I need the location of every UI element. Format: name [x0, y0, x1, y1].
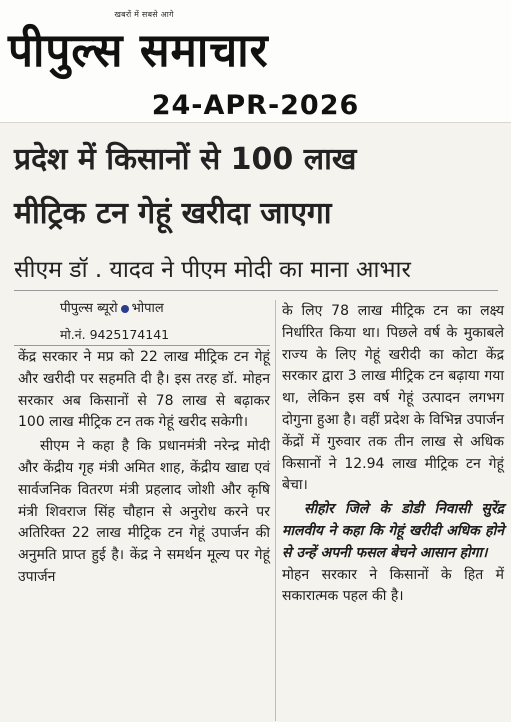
paragraph: मोहन सरकार ने किसानों के हित में सकारात्मक पहल की है। [282, 566, 504, 605]
paragraph: के लिए 78 लाख मीट्रिक टन का लक्ष्य निर्धारित किया था। पिछले वर्ष के मुकाबले राज्य के लिए गेहूं खरीदी का कोटा केंद्र सरकार द्वारा 3 लाख मीट्रिक टन बढ़ाया गया था, लेकिन इस वर्ष गेहूं उत्पादन लगभग दोगुना हुआ है। वहीं प्रदेश के विभिन्न उपार्जन केंद्रों में गुरुवार तक तीन लाख से अधिक किसानों ने 12.94 लाख मीट्रिक टन गेहूं बेचा। [282, 303, 504, 494]
clipping-date: 24-APR-2026 [151, 90, 360, 121]
byline-place: भोपाल [131, 301, 164, 316]
column-divider [275, 300, 276, 721]
article-column-2 [282, 301, 504, 608]
subheadline: सीएम डॉ . यादव ने पीएम मोदी का माना आभार [14, 257, 411, 283]
masthead [0, 14, 511, 84]
mobile-number: मो.नं. 9425174141 [60, 327, 170, 342]
masthead-tagline: खबरों में सबसे आगे [114, 10, 174, 19]
byline [60, 298, 260, 316]
newspaper-title: पीपुल्स समाचार [8, 23, 269, 78]
headline-line-1: प्रदेश में किसानों से 100 लाख [14, 142, 357, 177]
byline-source: पीपुल्स ब्यूरो [60, 301, 118, 316]
divider [14, 290, 498, 291]
divider [14, 345, 270, 346]
paragraph: सीएम ने कहा है कि प्रधानमंत्री नरेन्द्र मोदी और केंद्रीय गृह मंत्री अमित शाह, केंद्रीय खाद्य एवं सार्वजनिक वितरण मंत्री प्रहलाद जोशी और कृषि मंत्री शिवराज सिंह चौहान से अनुरोध करने पर अतिरिक्त 22 लाख मीट्रिक टन गेहूं उपार्जन की अनुमति प्राप्त हुई है। केंद्र ने समर्थन मूल्य पर गेहूं उपार्जन [18, 438, 270, 585]
bullet-dot-icon [121, 305, 129, 313]
paragraph: केंद्र सरकार ने मप्र को 22 लाख मीट्रिक टन गेहूं और खरीदी पर सहमति दी है। इस तरह डॉ. मोहन सरकार अब किसानों से 78 लाख से बढ़ाकर 100 लाख मीट्रिक टन तक गेहूं खरीद सकेगी। [18, 349, 270, 431]
quote-paragraph: सीहोर जिले के डोडी निवासी सुरेंद्र मालवीय ने कहा कि गेहूं खरीदी अधिक होने से उन्हें अपनी फसल बेचने आसान होगा। [282, 501, 504, 561]
article-column-1 [18, 347, 270, 589]
headline-line-2: मीट्रिक टन गेहूं खरीदा जाएगा [14, 196, 332, 231]
